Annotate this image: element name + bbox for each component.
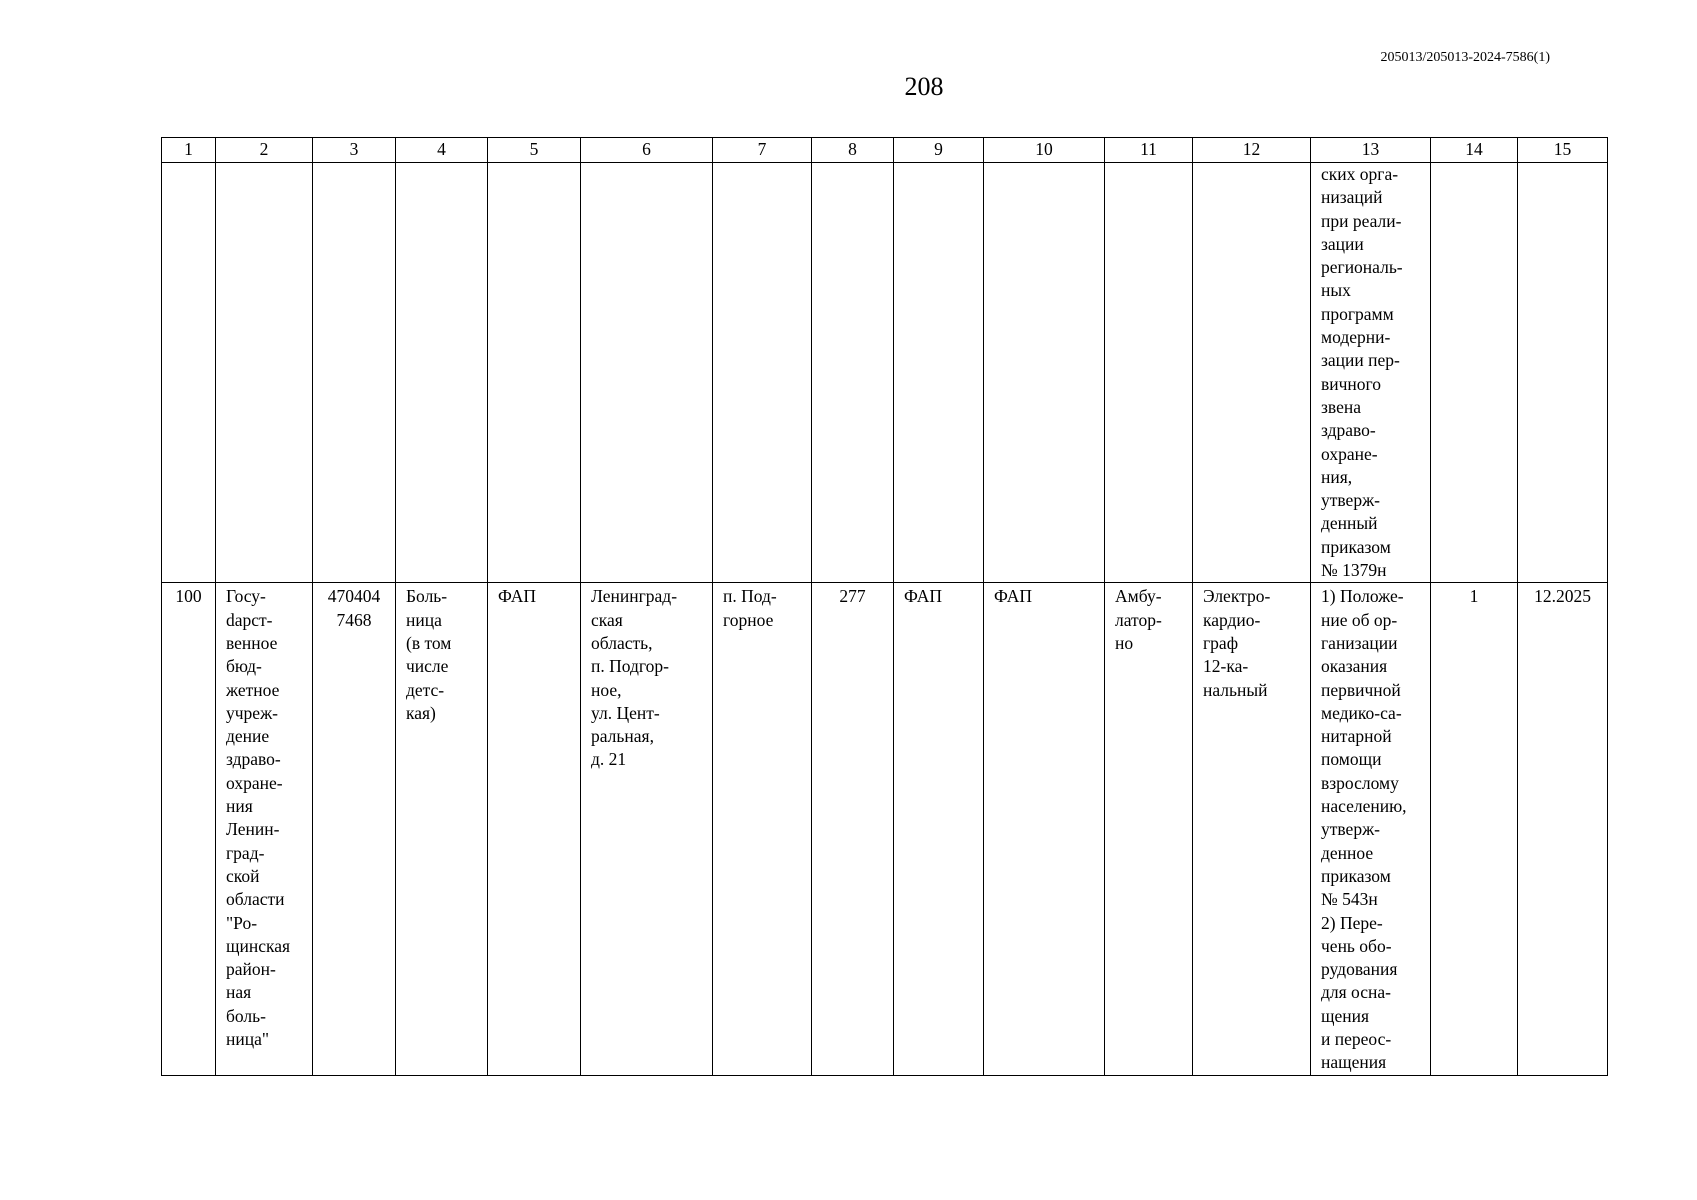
document-id: 205013/205013-2024-7586(1)	[1380, 50, 1550, 65]
table-cell	[812, 583, 894, 1075]
table-cell	[984, 163, 1105, 583]
equipment-table	[161, 137, 1608, 1076]
column-header-8: 8	[812, 138, 894, 163]
institution-type: Боль- ница (в том числе детс- кая)	[406, 586, 452, 723]
table-cell	[1431, 163, 1518, 583]
column-header-4: 4	[396, 138, 488, 163]
table-cell	[1518, 163, 1608, 583]
table-cell	[396, 163, 488, 583]
table-cell	[1518, 583, 1608, 1075]
column-header-7: 7	[713, 138, 812, 163]
delivery-date: 12.2025	[1534, 586, 1591, 607]
table-row-continuation	[162, 163, 1608, 583]
table-cell	[713, 163, 812, 583]
regulation-text-continued: ских орга- низаций при реали- зации региональ- ных программ модерни- зации пер- вичного звена здраво- охране- ния, утверж- денный приказом № 1379н	[1321, 164, 1403, 581]
table-cell	[396, 583, 488, 1075]
table-cell	[162, 163, 216, 583]
organization-name: Госу- dарст- венное бюд- жетное учреж- дение здраво- охране- ния Ленин- град- ской области "Ро- щинская район- ная боль- ница"	[226, 586, 291, 1049]
subdivision-type: ФАП	[498, 586, 536, 607]
column-header-2: 2	[216, 138, 313, 163]
column-header-5: 5	[488, 138, 581, 163]
table-cell	[894, 583, 984, 1075]
settlement: п. Под- горное	[723, 586, 777, 630]
column-header-15: 15	[1518, 138, 1608, 163]
column-header-11: 11	[1105, 138, 1193, 163]
column-header-9: 9	[894, 138, 984, 163]
table-cell	[488, 163, 581, 583]
equipment-name: Электро- кардио- граф 12-ка- нальный	[1203, 586, 1271, 700]
table-cell	[812, 163, 894, 583]
table-cell	[216, 163, 313, 583]
table-cell	[1311, 163, 1431, 583]
table-cell	[984, 583, 1105, 1075]
table-row-100	[162, 583, 1608, 1075]
table-cell	[713, 583, 812, 1075]
row-number: 100	[175, 586, 202, 607]
column-header-3: 3	[313, 138, 396, 163]
table-cell	[488, 583, 581, 1075]
column-header-6: 6	[581, 138, 713, 163]
care-conditions: Амбу- латор- но	[1115, 586, 1162, 653]
table-cell	[1193, 583, 1311, 1075]
population-count: 277	[839, 586, 866, 607]
structural-unit: ФАП	[994, 586, 1032, 607]
table-cell	[1193, 163, 1311, 583]
regulation-text: 1) Положе- ние об ор- ганизации оказания первичной медико-са- нитарной помощи взрослому населению, утверж- денное приказом № 543н 2) Пере- чень обо- рудования для осна- щения и переос- нащения	[1321, 586, 1407, 1073]
table-cell	[162, 583, 216, 1075]
table-cell	[1311, 583, 1431, 1075]
table-cell	[1431, 583, 1518, 1075]
table-cell	[1105, 163, 1193, 583]
column-header-12: 12	[1193, 138, 1311, 163]
address: Ленинград- ская область, п. Подгор- ное, ул. Цент- ральная, д. 21	[591, 586, 678, 770]
column-header-1: 1	[162, 138, 216, 163]
table-header-row	[162, 138, 1608, 163]
table-cell	[581, 163, 713, 583]
table-cell	[894, 163, 984, 583]
inn-code: 470404 7468	[327, 586, 381, 630]
column-header-13: 13	[1311, 138, 1431, 163]
column-header-14: 14	[1431, 138, 1518, 163]
table-cell	[313, 583, 396, 1075]
unit-type: ФАП	[904, 586, 942, 607]
table-cell	[1105, 583, 1193, 1075]
page-number: 208	[904, 72, 944, 101]
equipment-quantity: 1	[1469, 586, 1479, 607]
table-cell	[216, 583, 313, 1075]
table-cell	[581, 583, 713, 1075]
column-header-10: 10	[984, 138, 1105, 163]
table-cell	[313, 163, 396, 583]
